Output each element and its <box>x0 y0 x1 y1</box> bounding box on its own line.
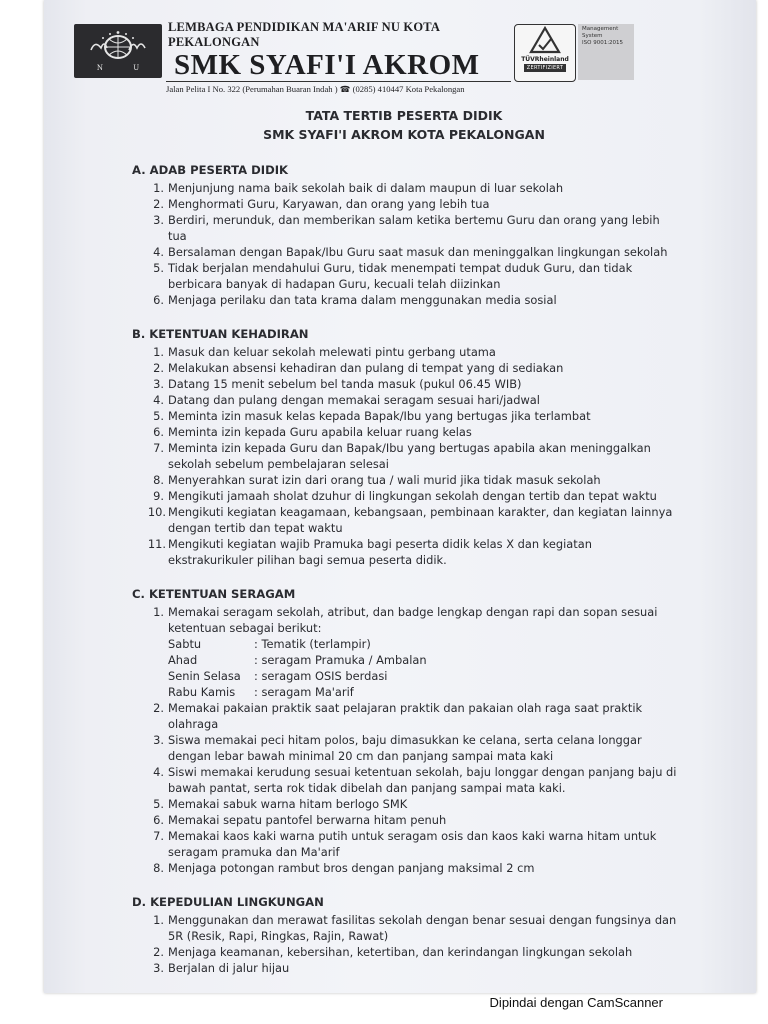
letterhead <box>74 20 688 94</box>
rule-list <box>132 604 680 876</box>
list-item: 1. Menggunakan dan merawat fasilitas sekolah dengan benar sesuai dengan fungsinya dan 5R (Resik, Rapi, Ringkas, Rajin, Rawat) <box>153 913 677 943</box>
nu-logo <box>74 24 162 78</box>
table-row: Senin Selasa : seragam OSIS berdasi <box>168 669 388 683</box>
list-item: 1. Masuk dan keluar sekolah melewati pintu gerbang utama <box>153 345 496 359</box>
list-item: 4. Datang dan pulang dengan memakai seragam sesuai hari/jadwal <box>153 393 540 407</box>
camscanner-watermark: Dipindai dengan CamScanner <box>489 995 663 1010</box>
list-item: 7. Memakai kaos kaki warna putih untuk seragam osis dan kaos kaki warna hitam untuk seragam pramuka dan Ma'arif <box>153 829 657 859</box>
nu-emblem-icon <box>88 30 148 64</box>
mgmt-line: Management <box>582 26 619 32</box>
list-item: 2. Melakukan absensi kehadiran dan pulang di tempat yang di sediakan <box>153 361 564 375</box>
list-item: 8. Menjaga potongan rambut bros dengan panjang maksimal 2 cm <box>153 861 535 875</box>
list-item: 2. Memakai pakaian praktik saat pelajaran praktik dan pakaian olah raga saat praktik olahraga <box>153 701 643 731</box>
section-a <box>132 162 680 308</box>
organization-name: LEMBAGA PENDIDIKAN MA'ARIF NU KOTA PEKALONGAN <box>168 20 440 49</box>
school-address: Jalan Pelita I No. 322 (Perumahan Buaran Indah ) ☎ (0285) 410447 Kota Pekalongan <box>166 81 511 95</box>
list-item: 1. Menjunjung nama baik sekolah baik di dalam maupun di luar sekolah <box>153 181 564 195</box>
document-title <box>128 106 680 144</box>
management-system-label <box>578 24 634 80</box>
title-line-1: TATA TERTIB PESERTA DIDIK <box>305 108 503 123</box>
table-row: Ahad : seragam Pramuka / Ambalan <box>168 653 427 667</box>
list-item: 3. Siswa memakai peci hitam polos, baju dimasukkan ke celana, serta celana longgar dengan lebar bawah minimal 20 cm dan panjang sampai mata kaki <box>153 733 642 763</box>
list-item: 4. Bersalaman dengan Bapak/Ibu Guru saat masuk dan meninggalkan lingkungan sekolah <box>153 245 668 259</box>
section-b <box>132 326 680 568</box>
list-item: 3. Datang 15 menit sebelum bel tanda masuk (pukul 06.45 WIB) <box>153 377 522 391</box>
list-item: 2. Menjaga keamanan, kebersihan, ketertiban, dan kerindangan lingkungan sekolah <box>153 945 633 959</box>
school-name: SMK SYAFI'I AKROM <box>174 49 480 81</box>
mgmt-line: ISO 9001:2015 <box>582 40 624 46</box>
list-item: 5. Memakai sabuk warna hitam berlogo SMK <box>153 797 408 811</box>
rule-list <box>132 180 680 308</box>
list-item: 2. Menghormati Guru, Karyawan, dan orang yang lebih tua <box>153 197 490 211</box>
list-item: 11. Mengikuti kegiatan wajib Pramuka bagi peserta didik kelas X dan kegiatan ekstrakurikuler pilihan bagi semua peserta didik. <box>147 537 592 567</box>
section-heading: C. KETENTUAN SERAGAM <box>132 587 296 601</box>
section-d <box>132 894 680 976</box>
table-row: Rabu Kamis : seragam Ma'arif <box>168 685 354 699</box>
list-item: 4. Siswi memakai kerudung sesuai ketentuan sekolah, baju longgar dengan panjang baju di bawah pantat, serta rok tidak dibelah dan panjang sampai mata kaki. <box>153 765 677 795</box>
cert-name: TÜVRheinland <box>521 56 569 63</box>
list-item: 9. Mengikuti jamaah sholat dzuhur di lingkungan sekolah dengan tertib dan tepat waktu <box>153 489 657 503</box>
tuv-certification-badge <box>514 24 576 82</box>
logo-letters: N U <box>96 64 154 72</box>
title-line-2: SMK SYAFI'I AKROM KOTA PEKALONGAN <box>263 127 545 142</box>
list-item: 6. Menjaga perilaku dan tata krama dalam menggunakan media sosial <box>153 293 557 307</box>
section-heading: A. ADAB PESERTA DIDIK <box>132 163 289 177</box>
section-c <box>132 586 680 876</box>
uniform-schedule <box>168 636 427 700</box>
section-heading: B. KETENTUAN KEHADIRAN <box>132 327 309 341</box>
list-item: 8. Menyerahkan surat izin dari orang tua / wali murid jika tidak masuk sekolah <box>153 473 601 487</box>
list-item: 5. Meminta izin masuk kelas kepada Bapak/Ibu yang bertugas jika terlambat <box>153 409 591 423</box>
list-item: 1. Memakai seragam sekolah, atribut, dan badge lengkap dengan rapi dan sopan sesuai ketentuan sebagai berikut: Sabtu : Tematik (terlampir) Ahad : seragam Pramuka / Ambalan Senin Selasa : seragam OSIS berdasi Rabu Kamis : seragam Ma'arif <box>153 605 658 699</box>
list-item: 3. Berdiri, merunduk, dan memberikan salam ketika bertemu Guru dan orang yang lebih tua <box>153 213 660 243</box>
rule-list <box>132 344 680 568</box>
mgmt-line: System <box>582 33 603 39</box>
rule-list <box>132 912 680 976</box>
section-heading: D. KEPEDULIAN LINGKUNGAN <box>132 895 324 909</box>
list-item: 6. Meminta izin kepada Guru apabila keluar ruang kelas <box>153 425 472 439</box>
list-item: 6. Memakai sepatu pantofel berwarna hitam penuh <box>153 813 447 827</box>
list-item: 7. Meminta izin kepada Guru dan Bapak/Ibu yang bertugas apabila akan meninggalkan sekolah sebelum pembelajaran selesai <box>153 441 651 471</box>
tuv-triangle-icon <box>528 25 562 55</box>
rules-document <box>132 106 680 976</box>
institution-block <box>166 20 511 94</box>
list-item: 3. Berjalan di jalur hijau <box>153 961 290 975</box>
list-item: 10. Mengikuti kegiatan keagamaan, kebangsaan, pembinaan karakter, dan kegiatan lainnya dengan tertib dan tepat waktu <box>147 505 673 535</box>
table-row: Sabtu : Tematik (terlampir) <box>168 637 371 651</box>
list-item: 5. Tidak berjalan mendahului Guru, tidak menempati tempat duduk Guru, dan tidak berbicara banyak di hadapan Guru, kecuali telah diizinkan <box>153 261 633 291</box>
cert-label: ZERTIFIZIERT <box>524 64 566 72</box>
